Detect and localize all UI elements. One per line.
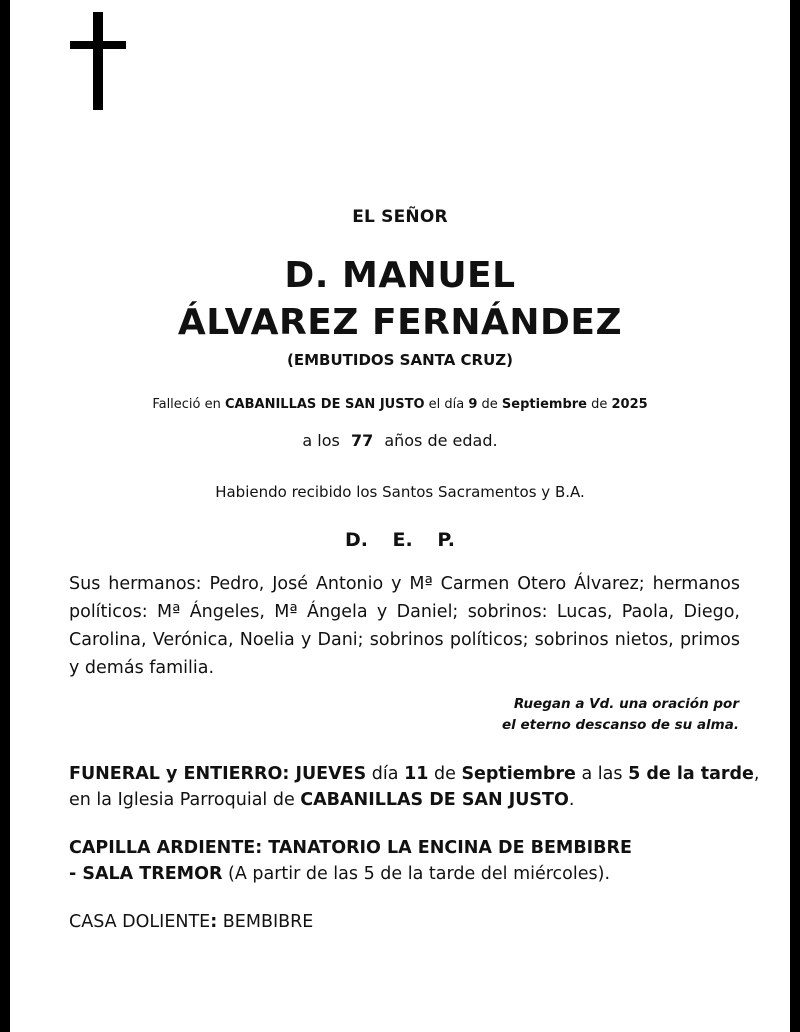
title-el-senor: EL SEÑOR <box>352 207 448 227</box>
funeral-t3: a las <box>575 764 629 784</box>
death-day: 9 <box>468 397 478 412</box>
cross-horizontal-bar <box>70 41 126 49</box>
age-suffix: años de edad. <box>384 431 498 450</box>
funeral-t1: día <box>366 764 405 784</box>
latin-cross-icon <box>70 12 126 110</box>
capilla-line1 <box>69 834 632 862</box>
funeral-day: 11 <box>404 764 429 784</box>
prayer-line1: Ruegan a Vd. una oración por <box>513 696 739 712</box>
dep-initials: D. E. P. <box>344 529 456 551</box>
deceased-name-line1: D. MANUEL <box>284 255 516 296</box>
casa-label: CASA DOLIENTE <box>69 912 211 932</box>
casa-doliente <box>69 908 313 936</box>
funeral-line1 <box>69 760 760 788</box>
age-statement <box>0 431 800 450</box>
deceased-name-line2: ÁLVAREZ FERNÁNDEZ <box>177 302 623 343</box>
funeral-place: CABANILLAS DE SAN JUSTO <box>300 790 569 810</box>
death-prefix: Falleció en <box>152 397 225 412</box>
deceased-nickname: (EMBUTIDOS SANTA CRUZ) <box>286 351 514 369</box>
casa-value: BEMBIBRE <box>217 912 314 932</box>
funeral-label: FUNERAL y ENTIERRO: JUEVES <box>69 764 367 784</box>
capilla-schedule: (A partir de las 5 de la tarde del miércoles). <box>222 864 611 884</box>
cross-vertical-bar <box>93 12 103 110</box>
funeral-line2 <box>69 786 574 814</box>
death-mid3: de <box>586 397 612 412</box>
casa-colon: : <box>210 912 218 932</box>
capilla-line2 <box>69 860 610 888</box>
capilla-label: CAPILLA ARDIENTE: TANATORIO LA ENCINA DE BEMBIBRE <box>69 838 632 858</box>
sacraments-statement: Habiendo recibido los Santos Sacramentos y B.A. <box>215 483 585 501</box>
age-prefix: a los <box>302 431 340 450</box>
death-place: CABANILLAS DE SAN JUSTO <box>225 397 425 412</box>
death-mid2: de <box>477 397 502 412</box>
death-year: 2025 <box>611 397 648 412</box>
capilla-room: - SALA TREMOR <box>69 864 223 884</box>
funeral-t4: , <box>753 764 760 784</box>
funeral-time: 5 de la tarde <box>628 764 754 784</box>
death-month: Septiembre <box>501 397 587 412</box>
prayer-line2: el eterno descanso de su alma. <box>502 717 739 733</box>
funeral-t2: de <box>428 764 462 784</box>
funeral-church-prefix: en la Iglesia Parroquial de <box>69 790 301 810</box>
death-mid1: el día <box>424 397 469 412</box>
age-value: 77 <box>350 431 374 450</box>
funeral-month: Septiembre <box>461 764 576 784</box>
family-paragraph: Sus hermanos: Pedro, José Antonio y Mª Carmen Otero Álvarez; hermanos políticos: Mª Ángeles, Mª Ángela y Daniel; sobrinos: Lucas, Paola, Diego, Carolina, Verónica, Noelia y Dani; sobrinos políticos; sobrinos nietos, primos y demás familia. <box>69 574 740 678</box>
funeral-line2-end: . <box>568 790 575 810</box>
death-statement <box>0 397 800 412</box>
